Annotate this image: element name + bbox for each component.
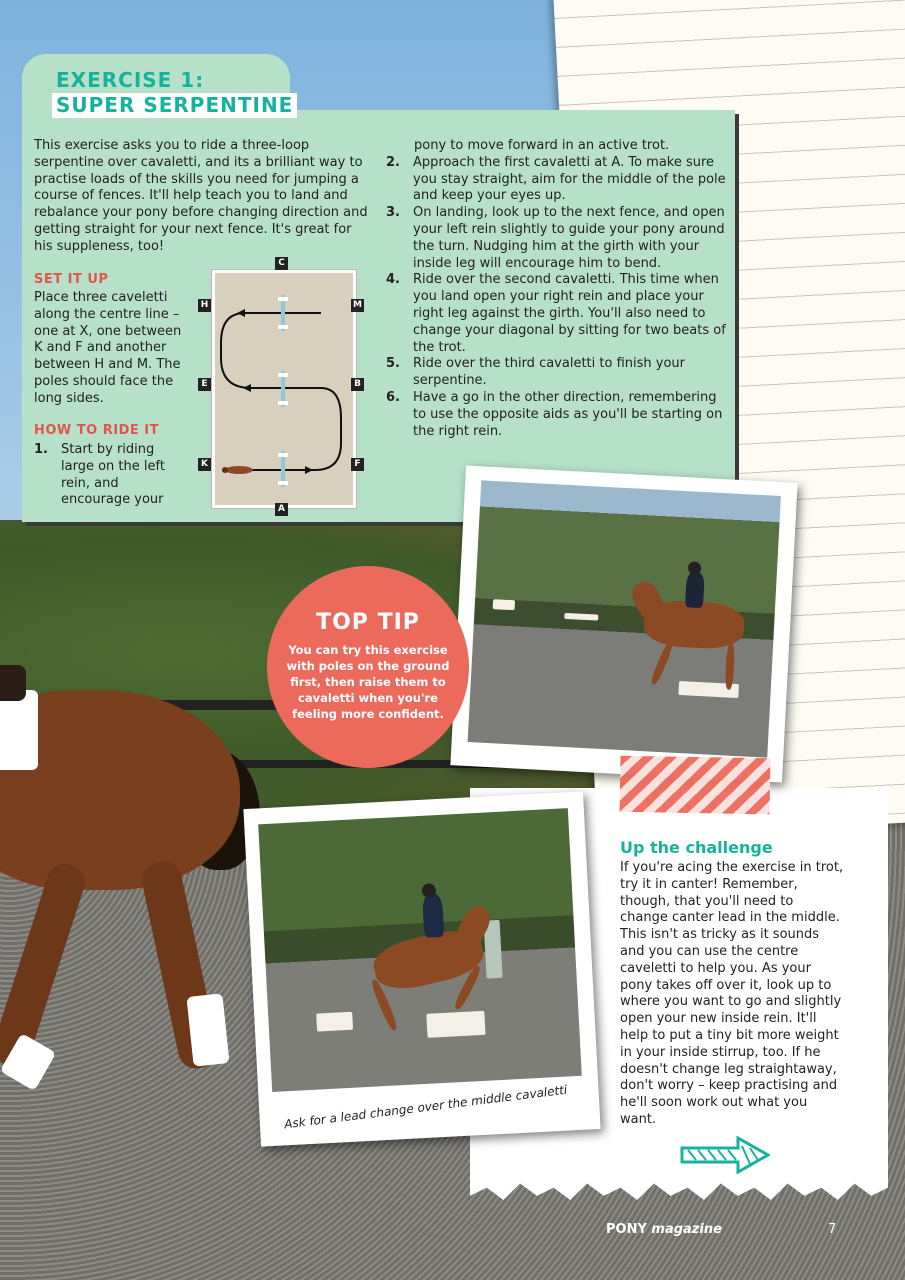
steps-list bbox=[386, 138, 726, 440]
step-text: Ride over the third cavaletti to finish your serpentine. bbox=[413, 356, 685, 389]
exercise-intro: This exercise asks you to ride a three-loop serpentine over cavaletti, and its a brilliant way to practise loads of the skills you need for jumping a course of fences. It'll help teach you to land and rebalance your pony before changing direction and getting straight for your next fence. It's great for his suppleness, too! bbox=[34, 138, 368, 254]
route-arrowhead bbox=[237, 309, 245, 317]
step-number: 4. bbox=[386, 272, 400, 288]
next-arrow-icon bbox=[680, 1136, 770, 1174]
step-item bbox=[386, 272, 726, 356]
photo-pole bbox=[564, 613, 598, 621]
arena-letter-k: K bbox=[198, 458, 211, 471]
page-number: 7 bbox=[828, 1222, 837, 1237]
set-it-up-text: Place three caveletti along the centre line – one at X, one between K and F and another between H and M. The poles should face the long sides. bbox=[34, 290, 182, 406]
step-item bbox=[386, 390, 726, 440]
challenge-text: If you're acing the exercise in trot, try it in canter! Remember, though, that you'll need to change canter lead in the middle. This isn't as tricky as it sounds and you can use the centre caveletti to help you. As your pony takes off over it, look up to where you want to go and slightly open your new inside rein. It'll help to put a tiny bit more weight in your inside stirrup, too. If he doesn't change leg straightaway, don't worry – keep practising and he'll soon work out what you want. bbox=[620, 860, 844, 1127]
photo-cavaletti bbox=[316, 1012, 353, 1032]
route-arrowhead bbox=[305, 466, 313, 474]
photo-rider bbox=[685, 571, 705, 608]
step-text: Start by riding large on the left rein, and encourage your bbox=[61, 442, 165, 508]
how-to-ride-list bbox=[34, 442, 184, 509]
step-text: Have a go in the other direction, remembering to use the opposite aids as you'll be starting on the right rein. bbox=[413, 389, 723, 439]
arena-letter-h: H bbox=[198, 299, 211, 312]
photo-frame-trot bbox=[450, 466, 797, 783]
step-text: Ride over the second cavaletti. This time when you land open your right rein and place your right leg against the girth. You'll also need to change your diagonal by sitting for two beats of the trot. bbox=[413, 272, 726, 355]
step-continuation: pony to move forward in an active trot. bbox=[414, 138, 670, 153]
exercise-title-line1: EXERCISE 1: bbox=[56, 68, 205, 92]
top-tip-badge bbox=[267, 566, 469, 768]
step-item bbox=[386, 356, 726, 390]
footer-brand-name: PONY bbox=[606, 1222, 647, 1237]
serpentine-route bbox=[215, 273, 353, 505]
step-item bbox=[386, 155, 726, 205]
step-item bbox=[386, 205, 726, 272]
background-horse-boot bbox=[186, 993, 229, 1066]
route-arrowhead bbox=[243, 384, 251, 392]
challenge-title: Up the challenge bbox=[620, 838, 773, 857]
arena-diagram bbox=[212, 270, 356, 508]
exercise-title bbox=[56, 68, 297, 118]
step-number: 1. bbox=[34, 442, 48, 457]
photo-cavaletti bbox=[493, 599, 515, 610]
photo-horse-leg bbox=[725, 643, 735, 689]
background-saddle bbox=[0, 665, 26, 701]
photo-rider bbox=[422, 893, 444, 938]
top-tip-text: You can try this exercise with poles on the ground first, then raise them to cavaletti when you're feeling more confident. bbox=[286, 643, 450, 721]
decorative-tape bbox=[620, 756, 771, 815]
photo-horse-leg bbox=[649, 640, 674, 685]
top-tip-title: TOP TIP bbox=[316, 610, 420, 635]
arena-letter-e: E bbox=[198, 378, 211, 391]
photo-caption: Ask for a lead change over the middle cavaletti bbox=[283, 1082, 568, 1132]
photo-canter-lead-change bbox=[258, 808, 582, 1092]
photo-frame-canter bbox=[243, 791, 600, 1146]
how-to-ride-heading: HOW TO RIDE IT bbox=[34, 423, 159, 438]
footer-brand bbox=[606, 1222, 722, 1237]
photo-trot-over-cavaletti bbox=[468, 480, 781, 757]
step-number: 6. bbox=[386, 389, 400, 405]
arena-letter-m: M bbox=[351, 299, 364, 312]
arena-letter-c: C bbox=[275, 257, 288, 270]
photo-cavaletti bbox=[426, 1011, 485, 1038]
arena-letter-a: A bbox=[275, 503, 288, 516]
background-saddle-pad bbox=[0, 690, 38, 770]
step-item bbox=[34, 442, 184, 509]
step-text: Approach the first cavaletti at A. To make sure you stay straight, aim for the middle of the pole and keep your eyes up. bbox=[413, 154, 726, 204]
exercise-title-line2: SUPER SERPENTINE bbox=[52, 93, 297, 118]
step-number: 2. bbox=[386, 154, 400, 170]
step-text: On landing, look up to the next fence, and open your left rein slightly to guide your pony around the turn. Nudging him at the girth with your inside leg will encourage him to bend. bbox=[413, 205, 725, 271]
set-it-up-heading: SET IT UP bbox=[34, 272, 109, 287]
step-number: 5. bbox=[386, 356, 400, 372]
arena-letter-b: B bbox=[351, 378, 364, 391]
footer-brand-magazine: magazine bbox=[651, 1222, 722, 1237]
horse-marker-icon bbox=[222, 466, 253, 474]
step-number: 3. bbox=[386, 205, 400, 221]
arena-letter-f: F bbox=[351, 458, 364, 471]
